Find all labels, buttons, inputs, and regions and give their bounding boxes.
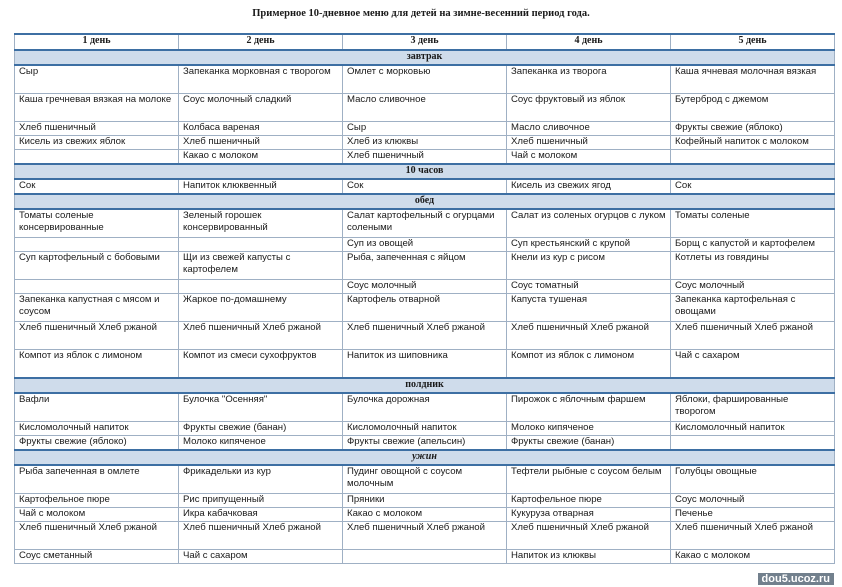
menu-cell: Чай с молоком (15, 508, 179, 522)
section-title (15, 378, 835, 393)
menu-cell: Икра кабачковая (179, 508, 343, 522)
menu-cell: Какао с молоком (343, 508, 507, 522)
menu-cell: Соус молочный (671, 280, 835, 294)
menu-cell: Булочка "Осенняя" (179, 393, 343, 422)
menu-cell: Бутерброд с джемом (671, 94, 835, 122)
menu-cell: Фрукты свежие (яблоко) (671, 122, 835, 136)
table-row (15, 393, 835, 422)
section-title (15, 164, 835, 179)
menu-cell: Чай с молоком (507, 150, 671, 165)
menu-cell: Салат из соленых огурцов с луком (507, 209, 671, 238)
menu-cell: Томаты соленые консервированные (15, 209, 179, 238)
menu-cell: Суп крестьянский с крупой (507, 238, 671, 252)
menu-cell: Вафли (15, 393, 179, 422)
menu-table (14, 33, 835, 564)
menu-cell: Сок (15, 179, 179, 194)
table-row (15, 150, 835, 165)
section-title-text: полдник (405, 379, 444, 390)
menu-cell: Суп из овощей (343, 238, 507, 252)
table-row (15, 122, 835, 136)
day-header: 5 день (671, 34, 835, 50)
table-row (15, 350, 835, 379)
menu-cell: Соус фруктовый из яблок (507, 94, 671, 122)
menu-cell: Кнели из кур с рисом (507, 252, 671, 280)
section-header (15, 194, 835, 209)
menu-cell: Хлеб пшеничный Хлеб ржаной (15, 322, 179, 350)
menu-cell: Хлеб из клюквы (343, 136, 507, 150)
menu-cell: Каша гречневая вязкая на молоке (15, 94, 179, 122)
menu-cell: Омлет с морковью (343, 65, 507, 94)
menu-cell: Масло сливочное (343, 94, 507, 122)
header-row (15, 34, 835, 50)
menu-cell: Сок (343, 179, 507, 194)
table-row (15, 238, 835, 252)
menu-cell: Какао с молоком (179, 150, 343, 165)
menu-cell: Рыба, запеченная с яйцом (343, 252, 507, 280)
menu-cell: Фрукты свежие (апельсин) (343, 436, 507, 451)
menu-cell: Компот из яблок с лимоном (507, 350, 671, 379)
menu-cell (15, 238, 179, 252)
menu-cell: Яблоки, фаршированные творогом (671, 393, 835, 422)
menu-cell: Запеканка картофельная с овощами (671, 294, 835, 322)
section-title (15, 450, 835, 465)
page-title: Примерное 10-дневное меню для детей на зимне-весенний период года. (252, 8, 590, 19)
menu-cell: Сок (671, 179, 835, 194)
menu-cell: Рис припущенный (179, 494, 343, 508)
menu-cell: Голубцы овощные (671, 465, 835, 494)
menu-cell: Чай с сахаром (179, 550, 343, 564)
table-row (15, 436, 835, 451)
menu-cell: Кисломолочный напиток (343, 422, 507, 436)
menu-cell: Сыр (15, 65, 179, 94)
menu-cell: Хлеб пшеничный (15, 122, 179, 136)
menu-cell: Борщ с капустой и картофелем (671, 238, 835, 252)
section-title-text: завтрак (406, 51, 443, 62)
menu-cell: Фрукты свежие (банан) (179, 422, 343, 436)
menu-cell: Кисель из свежих яблок (15, 136, 179, 150)
menu-cell: Печенье (671, 508, 835, 522)
menu-cell: Кофейный напиток с молоком (671, 136, 835, 150)
menu-cell: Тефтели рыбные с соусом белым (507, 465, 671, 494)
menu-cell: Какао с молоком (671, 550, 835, 564)
table-row (15, 94, 835, 122)
section-header (15, 164, 835, 179)
menu-cell: Кисломолочный напиток (15, 422, 179, 436)
section-title-text: ужин (412, 451, 437, 462)
menu-cell: Фрикадельки из кур (179, 465, 343, 494)
menu-cell: Молоко кипяченое (179, 436, 343, 451)
menu-cell: Запеканка капустная с мясом и соусом (15, 294, 179, 322)
table-row (15, 322, 835, 350)
menu-cell: Кисель из свежих ягод (507, 179, 671, 194)
menu-cell: Хлеб пшеничный Хлеб ржаной (343, 322, 507, 350)
menu-cell: Хлеб пшеничный (507, 136, 671, 150)
menu-cell: Булочка дорожная (343, 393, 507, 422)
menu-cell: Хлеб пшеничный (179, 136, 343, 150)
table-row (15, 179, 835, 194)
menu-cell: Кукуруза отварная (507, 508, 671, 522)
menu-cell: Напиток из шиповника (343, 350, 507, 379)
menu-body (15, 50, 835, 564)
menu-cell: Колбаса вареная (179, 122, 343, 136)
menu-cell: Запеканка морковная с творогом (179, 65, 343, 94)
table-row (15, 294, 835, 322)
menu-cell (15, 280, 179, 294)
section-title-text: обед (414, 195, 435, 206)
section-title (15, 194, 835, 209)
menu-cell: Соус молочный (671, 494, 835, 508)
menu-cell: Соус томатный (507, 280, 671, 294)
menu-cell: Хлеб пшеничный Хлеб ржаной (15, 522, 179, 550)
menu-cell: Компот из смеси сухофруктов (179, 350, 343, 379)
menu-cell: Суп картофельный с бобовыми (15, 252, 179, 280)
table-row (15, 252, 835, 280)
table-row (15, 422, 835, 436)
menu-cell: Зеленый горошек консервированный (179, 209, 343, 238)
menu-cell: Чай с сахаром (671, 350, 835, 379)
menu-cell: Картофель отварной (343, 294, 507, 322)
table-row (15, 494, 835, 508)
menu-cell: Картофельное пюре (507, 494, 671, 508)
section-header (15, 50, 835, 65)
menu-cell: Соус сметанный (15, 550, 179, 564)
menu-cell: Хлеб пшеничный Хлеб ржаной (671, 322, 835, 350)
section-title (15, 50, 835, 65)
day-header: 4 день (507, 34, 671, 50)
menu-cell: Пирожок с яблочным фаршем (507, 393, 671, 422)
menu-cell: Каша ячневая молочная вязкая (671, 65, 835, 94)
menu-cell: Молоко кипяченое (507, 422, 671, 436)
table-row (15, 465, 835, 494)
menu-cell: Хлеб пшеничный Хлеб ржаной (507, 522, 671, 550)
menu-cell: Компот из яблок с лимоном (15, 350, 179, 379)
menu-cell: Кисломолочный напиток (671, 422, 835, 436)
menu-cell: Томаты соленые (671, 209, 835, 238)
section-header (15, 450, 835, 465)
menu-cell: Хлеб пшеничный Хлеб ржаной (343, 522, 507, 550)
menu-cell: Фрукты свежие (яблоко) (15, 436, 179, 451)
menu-cell (343, 550, 507, 564)
menu-cell: Салат картофельный с огурцами солеными (343, 209, 507, 238)
menu-cell: Запеканка из творога (507, 65, 671, 94)
menu-cell: Хлеб пшеничный Хлеб ржаной (179, 522, 343, 550)
menu-cell (15, 150, 179, 165)
menu-cell: Капуста тушеная (507, 294, 671, 322)
menu-cell: Сыр (343, 122, 507, 136)
menu-cell: Хлеб пшеничный (343, 150, 507, 165)
menu-cell (671, 150, 835, 165)
day-header: 2 день (179, 34, 343, 50)
menu-cell: Картофельное пюре (15, 494, 179, 508)
menu-cell: Рыба запеченная в омлете (15, 465, 179, 494)
table-row (15, 65, 835, 94)
menu-cell: Хлеб пшеничный Хлеб ржаной (671, 522, 835, 550)
watermark: dou5.ucoz.ru (758, 573, 834, 585)
menu-cell (179, 280, 343, 294)
menu-cell: Жаркое по-домашнему (179, 294, 343, 322)
section-title-text: 10 часов (405, 165, 444, 176)
menu-cell: Хлеб пшеничный Хлеб ржаной (507, 322, 671, 350)
table-row (15, 136, 835, 150)
menu-cell (671, 436, 835, 451)
section-header (15, 378, 835, 393)
table-row (15, 280, 835, 294)
menu-cell: Напиток клюквенный (179, 179, 343, 194)
menu-cell: Пудинг овощной с соусом молочным (343, 465, 507, 494)
menu-cell: Пряники (343, 494, 507, 508)
menu-cell: Фрукты свежие (банан) (507, 436, 671, 451)
table-row (15, 209, 835, 238)
table-row (15, 508, 835, 522)
menu-cell: Масло сливочное (507, 122, 671, 136)
menu-cell: Напиток из клюквы (507, 550, 671, 564)
menu-cell: Соус молочный сладкий (179, 94, 343, 122)
menu-cell: Соус молочный (343, 280, 507, 294)
menu-cell: Котлеты из говядины (671, 252, 835, 280)
day-header: 1 день (15, 34, 179, 50)
day-header: 3 день (343, 34, 507, 50)
menu-cell: Щи из свежей капусты с картофелем (179, 252, 343, 280)
table-row (15, 550, 835, 564)
menu-cell: Хлеб пшеничный Хлеб ржаной (179, 322, 343, 350)
table-row (15, 522, 835, 550)
menu-cell (179, 238, 343, 252)
